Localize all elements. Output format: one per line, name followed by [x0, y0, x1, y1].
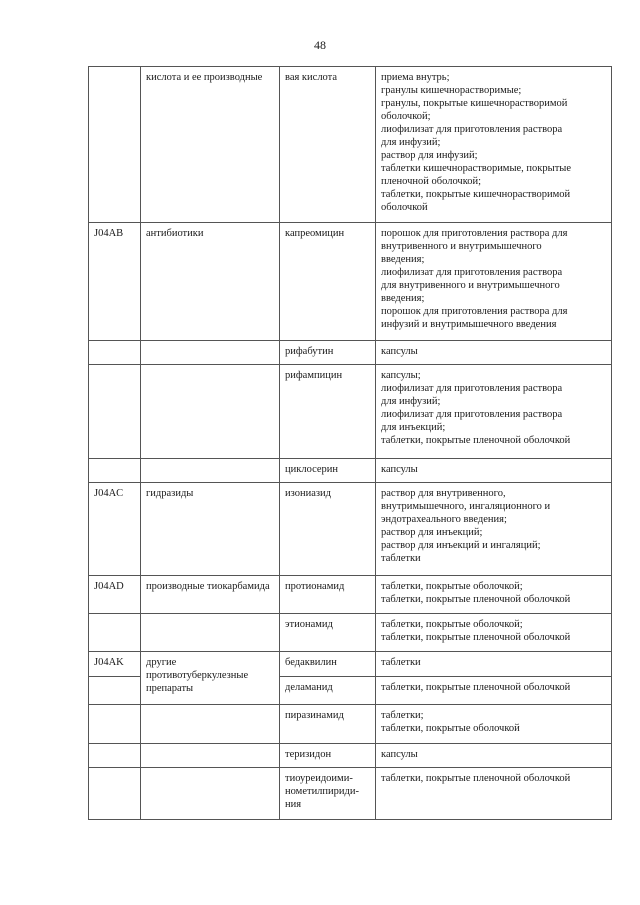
dosage-forms: [376, 67, 612, 223]
group-name: [141, 614, 280, 652]
page-number: 48: [314, 38, 326, 52]
dosage-form-line: таблетки, покрытые пленочной оболочкой: [381, 594, 571, 605]
dosage-forms: [376, 768, 612, 820]
atc-code: [89, 705, 141, 744]
table-row: [89, 705, 612, 744]
dosage-form-line: введения;: [381, 293, 425, 304]
group-name: [141, 365, 280, 459]
dosage-form-line: таблетки, покрытые кишечнорастворимой: [381, 189, 571, 200]
table-row: [89, 483, 612, 576]
dosage-form-line: таблетки кишечнорастворимые, покрытые: [381, 163, 571, 174]
dosage-forms: [376, 483, 612, 576]
dosage-form-line: капсулы: [381, 749, 418, 760]
dosage-form-line: таблетки: [381, 553, 421, 564]
dosage-form-line: раствор для внутривенного,: [381, 488, 506, 499]
group-name: производные тиокарбамида: [141, 576, 280, 614]
dosage-form-line: капсулы: [381, 464, 418, 475]
dosage-form-line: раствор для инфузий;: [381, 150, 478, 161]
dosage-form-line: внутривенного и внутримышечного: [381, 241, 542, 252]
atc-code: J04AD: [89, 576, 141, 614]
dosage-form-line: порошок для приготовления раствора для: [381, 228, 568, 239]
drug-name: рифабутин: [280, 341, 376, 365]
group-name: [141, 744, 280, 768]
dosage-forms: [376, 223, 612, 341]
dosage-form-line: оболочкой;: [381, 111, 431, 122]
dosage-forms: [376, 576, 612, 614]
dosage-form-line: таблетки: [381, 657, 421, 668]
dosage-forms: [376, 705, 612, 744]
dosage-form-line: гранулы, покрытые кишечнорастворимой: [381, 98, 568, 109]
atc-code: J04AK: [89, 652, 141, 677]
dosage-form-line: для внутривенного и внутримышечного: [381, 280, 560, 291]
group-name: [141, 705, 280, 744]
atc-code: [89, 365, 141, 459]
dosage-forms: [376, 341, 612, 365]
dosage-form-line: гранулы кишечнорастворимые;: [381, 85, 522, 96]
drug-table: [88, 66, 612, 820]
dosage-form-line: для инъекций;: [381, 422, 446, 433]
dosage-form-line: капсулы;: [381, 370, 421, 381]
group-name: гидразиды: [141, 483, 280, 576]
drug-name: теризидон: [280, 744, 376, 768]
dosage-form-line: лиофилизат для приготовления раствора: [381, 124, 563, 135]
table-row: [89, 744, 612, 768]
atc-code: J04AC: [89, 483, 141, 576]
drug-name: рифампицин: [280, 365, 376, 459]
dosage-form-line: инфузий и внутримышечного введения: [381, 319, 557, 330]
atc-code: [89, 67, 141, 223]
dosage-form-line: капсулы: [381, 346, 418, 357]
group-name: [141, 768, 280, 820]
group-name: [141, 459, 280, 483]
dosage-form-line: таблетки, покрытые оболочкой: [381, 723, 520, 734]
group-name: [141, 341, 280, 365]
dosage-form-line: таблетки;: [381, 710, 424, 721]
dosage-form-line: лиофилизат для приготовления раствора: [381, 383, 563, 394]
dosage-forms: [376, 652, 612, 677]
dosage-form-line: таблетки, покрытые пленочной оболочкой: [381, 435, 571, 446]
table-row: [89, 223, 612, 341]
atc-code: J04AB: [89, 223, 141, 341]
drug-name: пиразинамид: [280, 705, 376, 744]
atc-code: [89, 459, 141, 483]
drug-name: капреомицин: [280, 223, 376, 341]
dosage-form-line: таблетки, покрытые пленочной оболочкой: [381, 682, 571, 693]
dosage-form-line: приема внутрь;: [381, 72, 450, 83]
dosage-forms: [376, 365, 612, 459]
group-name: кислота и ее производные: [141, 67, 280, 223]
drug-name: бедаквилин: [280, 652, 376, 677]
dosage-form-line: лиофилизат для приготовления раствора: [381, 267, 563, 278]
drug-name: вая кислота: [280, 67, 376, 223]
dosage-form-line: таблетки, покрытые пленочной оболочкой: [381, 773, 571, 784]
dosage-forms: [376, 614, 612, 652]
dosage-form-line: таблетки, покрытые оболочкой;: [381, 619, 523, 630]
dosage-form-line: оболочкой: [381, 202, 428, 213]
table-row: [89, 614, 612, 652]
table-row: [89, 576, 612, 614]
dosage-form-line: введения;: [381, 254, 425, 265]
atc-code: [89, 677, 141, 705]
drug-name: этионамид: [280, 614, 376, 652]
dosage-form-line: пленочной оболочкой;: [381, 176, 482, 187]
dosage-form-line: эндотрахеального введения;: [381, 514, 507, 525]
drug-name: протионамид: [280, 576, 376, 614]
dosage-form-line: для инфузий;: [381, 396, 441, 407]
table-row: [89, 67, 612, 223]
dosage-form-line: внутримышечного, ингаляционного и: [381, 501, 551, 512]
drug-name: деламанид: [280, 677, 376, 705]
dosage-form-line: таблетки, покрытые оболочкой;: [381, 581, 523, 592]
atc-code: [89, 768, 141, 820]
table-row: [89, 365, 612, 459]
group-name: антибиотики: [141, 223, 280, 341]
table-row: [89, 459, 612, 483]
table-row: [89, 341, 612, 365]
group-name: другие противотуберкулезные препараты: [141, 652, 280, 705]
dosage-form-line: для инфузий;: [381, 137, 441, 148]
dosage-forms: [376, 677, 612, 705]
table-row: [89, 652, 612, 677]
drug-name: тиоуреидоими-нометилпириди-ния: [280, 768, 376, 820]
drug-name: циклосерин: [280, 459, 376, 483]
atc-code: [89, 341, 141, 365]
drug-name: изониазид: [280, 483, 376, 576]
atc-code: [89, 614, 141, 652]
dosage-form-line: порошок для приготовления раствора для: [381, 306, 568, 317]
dosage-form-line: раствор для инъекций и ингаляций;: [381, 540, 541, 551]
dosage-forms: [376, 744, 612, 768]
table-row: [89, 768, 612, 820]
dosage-form-line: раствор для инъекций;: [381, 527, 483, 538]
dosage-form-line: таблетки, покрытые пленочной оболочкой: [381, 632, 571, 643]
dosage-forms: [376, 459, 612, 483]
atc-code: [89, 744, 141, 768]
dosage-form-line: лиофилизат для приготовления раствора: [381, 409, 563, 420]
